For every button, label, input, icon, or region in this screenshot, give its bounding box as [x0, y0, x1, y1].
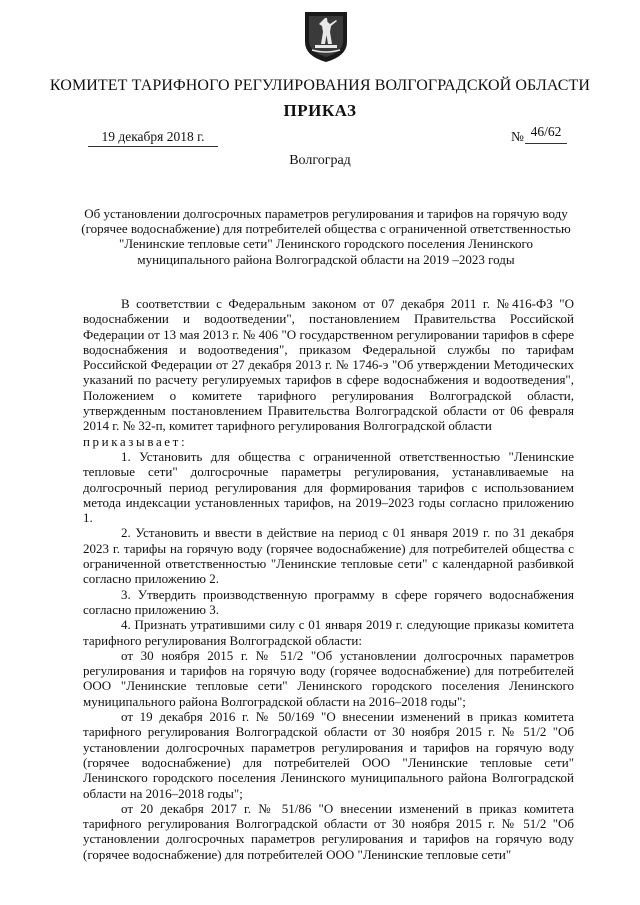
- orders-keyword: приказывает:: [83, 433, 188, 449]
- order-number: 46/62: [525, 124, 567, 144]
- order-item-4: 4. Признать утратившими силу с 01 января 2019 г. следующие приказы комитета тарифного регулирования Волгоградской области:: [83, 617, 574, 648]
- repealed-order-2: от 19 декабря 2016 г. № 50/169 "О внесении изменений в приказ комитета тарифного регулирования Волгоградской области от 30 ноября 2015 г. № 51/2 "Об установлении долгосрочных параметров регулирования и тарифов на горячую воду (горячее водоснабжение) для потребителей ООО "Ленинские тепловые сети" Ленинского городского поселения Ленинского муниципального района Волгоградской области на 2016–2018 годы";: [83, 709, 574, 801]
- committee-name: КОМИТЕТ ТАРИФНОГО РЕГУЛИРОВАНИЯ ВОЛГОГРАДСКОЙ ОБЛАСТИ: [49, 77, 591, 94]
- order-item-3: 3. Утвердить производственную программу в сфере горячего водоснабжения согласно приложению 3.: [83, 586, 574, 617]
- number-sign: №: [511, 129, 524, 144]
- order-item-1: 1. Установить для общества с ограниченной ответственностью "Ленинские тепловые сети" долгосрочные параметры регулирования, устанавливаемые на долгосрочный период регулирования для формирования тарифов с использованием метода индексации установленных тарифов, на 2019–2023 годы согласно приложению 1.: [83, 448, 574, 526]
- city-name: Волгоград: [289, 153, 351, 168]
- preamble-paragraph: В соответствии с Федеральным законом от 07 декабря 2011 г. №416-ФЗ "О водоснабжении и водоотведении", постановлением Правительства Российской Федерации от 13 мая 2013 г. № 406 "О государственном регулировании тарифов в сфере водоснабжения и водоотведения", приказом Федеральной службы по тарифам Российской Федерации от 27 декабря 2013 г. № 1746-э "Об утверждении Методических указаний по расчету регулируемых тарифов в сфере водоснабжения и водоотведения", Положением о комитете тарифного регулирования Волгоградской области, утвержденным постановлением Правительства Волгоградской области от 06 февраля 2014 г. № 32-п, комитет тарифного регулирования Волгоградской области: [83, 296, 574, 434]
- volgograd-coat-of-arms-icon: [303, 10, 349, 64]
- order-body: [83, 296, 574, 862]
- repealed-order-1: от 30 ноября 2015 г. № 51/2 "Об установлении долгосрочных параметров регулирования и тарифов на горячую воду (горячее водоснабжение) для потребителей ООО "Ленинские тепловые сети" Ленинского городского поселения Ленинского муниципального района Волгоградской области на 2016–2018 годы";: [83, 647, 574, 709]
- order-date: 19 декабря 2018 г.: [88, 129, 218, 147]
- order-item-2: 2. Установить и ввести в действие на период с 01 января 2019 г. по 31 декабря 2023 г. тарифы на горячую воду (горячее водоснабжение) для потребителей общества с ограниченной ответственностью "Ленинские тепловые сети" с календарной разбивкой согласно приложению 2.: [83, 525, 574, 587]
- order-subject: Об установлении долгосрочных параметров регулирования и тарифов на горячую воду (горячее водоснабжение) для потребителей общества с ограниченной ответственностью "Ленинские тепловые сети" Ленинского городского поселения Ленинского муниципального района Волгоградской области на 2019 –2023 годы: [81, 206, 571, 267]
- repealed-order-3: от 20 декабря 2017 г. № 51/86 "О внесении изменений в приказ комитета тарифного регулирования Волгоградской области от 30 ноября 2015 г. № 51/2 "Об установлении долгосрочных параметров регулирования и тарифов на горячую воду (горячее водоснабжение) для потребителей ООО "Ленинские тепловые сети": [83, 800, 574, 862]
- document-title: ПРИКАЗ: [283, 101, 357, 120]
